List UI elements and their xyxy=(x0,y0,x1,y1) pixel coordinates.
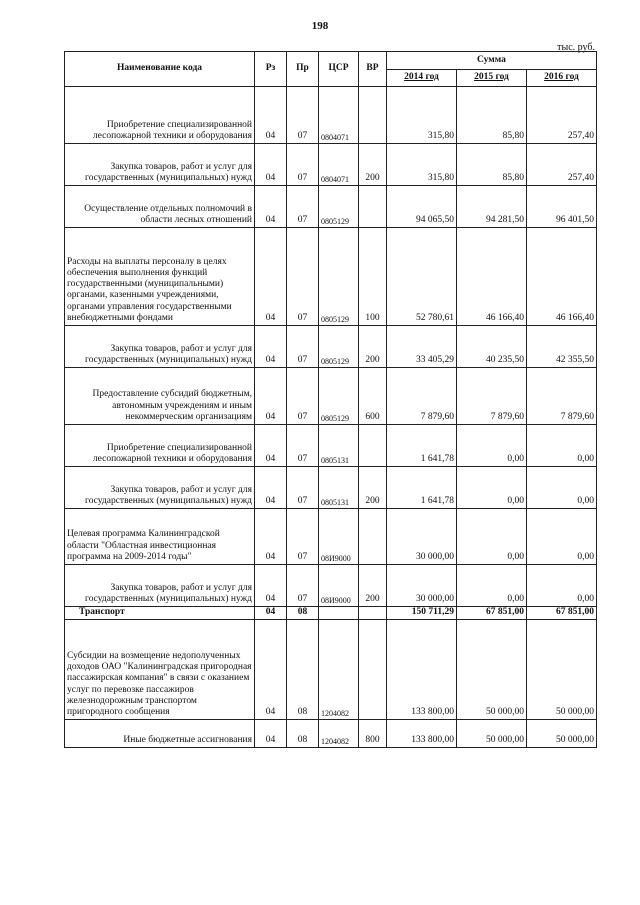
row-value-2016: 42 355,50 xyxy=(527,326,597,368)
row-rz: 04 xyxy=(255,87,287,144)
row-value-2016: 50 000,00 xyxy=(527,620,597,720)
row-value-2016: 50 000,00 xyxy=(527,720,597,748)
row-csr: 0805129 xyxy=(319,186,359,228)
row-pr: 07 xyxy=(287,565,319,607)
row-vr: 200 xyxy=(359,467,387,509)
row-name: Осуществление отдельных полномочий в области лесных отношений xyxy=(65,186,255,228)
table-row xyxy=(65,326,597,368)
row-rz: 04 xyxy=(255,228,287,326)
row-pr: 07 xyxy=(287,228,319,326)
row-name: Расходы на выплаты персоналу в целях обеспечения выполнения функций государственными (муниципальными) органами, казенными учреждениями, органами управления государственными внебюджетными фондами xyxy=(65,228,255,326)
row-vr: 100 xyxy=(359,228,387,326)
table-row xyxy=(65,228,597,326)
row-csr: 08И9000 xyxy=(319,509,359,565)
table-row xyxy=(65,565,597,607)
header-year-2015: 2015 год xyxy=(457,69,527,87)
table-row xyxy=(65,144,597,186)
table-row xyxy=(65,467,597,509)
row-csr: 0804071 xyxy=(319,144,359,186)
header-vr: ВР xyxy=(359,52,387,87)
budget-table xyxy=(64,51,597,748)
table-row xyxy=(65,87,597,144)
row-value-2015: 85,80 xyxy=(457,87,527,144)
table-row xyxy=(65,425,597,467)
row-name: Приобретение специализированной лесопожарной техники и оборудования xyxy=(65,87,255,144)
row-value-2016: 0,00 xyxy=(527,425,597,467)
row-name: Транспорт xyxy=(65,607,255,620)
row-pr: 07 xyxy=(287,326,319,368)
row-value-2014: 1 641,78 xyxy=(387,467,457,509)
row-value-2015: 0,00 xyxy=(457,467,527,509)
row-value-2016: 0,00 xyxy=(527,509,597,565)
row-value-2014: 133 800,00 xyxy=(387,720,457,748)
row-rz: 04 xyxy=(255,368,287,425)
row-vr xyxy=(359,509,387,565)
row-pr: 07 xyxy=(287,368,319,425)
table-row xyxy=(65,368,597,425)
row-rz: 04 xyxy=(255,607,287,620)
row-value-2015: 67 851,00 xyxy=(457,607,527,620)
row-csr: 0805131 xyxy=(319,467,359,509)
row-vr: 200 xyxy=(359,144,387,186)
row-value-2014: 1 641,78 xyxy=(387,425,457,467)
row-name: Закупка товаров, работ и услуг для государственных (муниципальных) нужд xyxy=(65,326,255,368)
row-vr xyxy=(359,87,387,144)
table-row xyxy=(65,509,597,565)
header-year-2016: 2016 год xyxy=(527,69,597,87)
row-value-2015: 40 235,50 xyxy=(457,326,527,368)
row-value-2015: 85,80 xyxy=(457,144,527,186)
row-name: Закупка товаров, работ и услуг для государственных (муниципальных) нужд xyxy=(65,565,255,607)
row-vr xyxy=(359,607,387,620)
table-row xyxy=(65,186,597,228)
header-year-2014: 2014 год xyxy=(387,69,457,87)
row-value-2016: 67 851,00 xyxy=(527,607,597,620)
row-rz: 04 xyxy=(255,144,287,186)
row-name: Приобретение специализированной лесопожарной техники и оборудования xyxy=(65,425,255,467)
row-value-2015: 7 879,60 xyxy=(457,368,527,425)
row-value-2015: 0,00 xyxy=(457,565,527,607)
row-value-2014: 315,80 xyxy=(387,144,457,186)
row-vr xyxy=(359,425,387,467)
page-number: 198 xyxy=(311,20,329,32)
row-csr xyxy=(319,607,359,620)
row-pr: 08 xyxy=(287,620,319,720)
row-value-2014: 315,80 xyxy=(387,87,457,144)
row-pr: 07 xyxy=(287,186,319,228)
row-name: Субсидии на возмещение недополученных доходов ОАО "Калининградская пригородная пассажирская компания" в связи с оказанием услуг по перевозке пассажиров железнодорожным транспортом пригородного сообщения xyxy=(65,620,255,720)
row-csr: 0805129 xyxy=(319,326,359,368)
header-sum: Сумма xyxy=(387,52,597,70)
row-csr: 0805131 xyxy=(319,425,359,467)
row-pr: 08 xyxy=(287,607,319,620)
row-rz: 04 xyxy=(255,720,287,748)
row-vr: 800 xyxy=(359,720,387,748)
row-value-2015: 50 000,00 xyxy=(457,720,527,748)
row-pr: 08 xyxy=(287,720,319,748)
table-row xyxy=(65,620,597,720)
row-csr: 0805129 xyxy=(319,368,359,425)
row-vr: 600 xyxy=(359,368,387,425)
row-name: Иные бюджетные ассигнования xyxy=(65,720,255,748)
row-name: Целевая программа Калининградской области "Областная инвестиционная программа на 2009-2014 годы" xyxy=(65,509,255,565)
row-pr: 07 xyxy=(287,467,319,509)
row-vr xyxy=(359,620,387,720)
row-value-2015: 0,00 xyxy=(457,425,527,467)
row-value-2016: 7 879,60 xyxy=(527,368,597,425)
row-name: Закупка товаров, работ и услуг для государственных (муниципальных) нужд xyxy=(65,144,255,186)
row-value-2016: 96 401,50 xyxy=(527,186,597,228)
row-value-2014: 30 000,00 xyxy=(387,565,457,607)
row-rz: 04 xyxy=(255,565,287,607)
row-value-2016: 0,00 xyxy=(527,565,597,607)
row-rz: 04 xyxy=(255,425,287,467)
row-rz: 04 xyxy=(255,467,287,509)
header-name: Наименование кода xyxy=(65,52,255,87)
row-name: Предоставление субсидий бюджетным, автономным учреждениям и иным некоммерческим организациям xyxy=(65,368,255,425)
row-value-2015: 94 281,50 xyxy=(457,186,527,228)
row-value-2015: 0,00 xyxy=(457,509,527,565)
row-value-2016: 0,00 xyxy=(527,467,597,509)
row-rz: 04 xyxy=(255,620,287,720)
row-rz: 04 xyxy=(255,186,287,228)
row-rz: 04 xyxy=(255,326,287,368)
row-value-2014: 33 405,29 xyxy=(387,326,457,368)
row-csr: 08И9000 xyxy=(319,565,359,607)
units-label: тыс. руб. xyxy=(557,42,595,53)
row-value-2014: 30 000,00 xyxy=(387,509,457,565)
header-csr: ЦСР xyxy=(319,52,359,87)
row-value-2014: 133 800,00 xyxy=(387,620,457,720)
row-pr: 07 xyxy=(287,87,319,144)
row-vr: 200 xyxy=(359,565,387,607)
row-csr: 0804071 xyxy=(319,87,359,144)
row-value-2016: 257,40 xyxy=(527,87,597,144)
table-row xyxy=(65,720,597,748)
row-value-2015: 50 000,00 xyxy=(457,620,527,720)
row-value-2014: 7 879,60 xyxy=(387,368,457,425)
row-csr: 1204082 xyxy=(319,720,359,748)
row-pr: 07 xyxy=(287,425,319,467)
row-csr: 0805129 xyxy=(319,228,359,326)
row-pr: 07 xyxy=(287,509,319,565)
header-rz: Рз xyxy=(255,52,287,87)
header-pr: Пр xyxy=(287,52,319,87)
row-csr: 1204082 xyxy=(319,620,359,720)
row-vr xyxy=(359,186,387,228)
row-value-2016: 46 166,40 xyxy=(527,228,597,326)
row-value-2014: 150 711,29 xyxy=(387,607,457,620)
row-value-2015: 46 166,40 xyxy=(457,228,527,326)
row-value-2014: 94 065,50 xyxy=(387,186,457,228)
row-name: Закупка товаров, работ и услуг для государственных (муниципальных) нужд xyxy=(65,467,255,509)
row-vr: 200 xyxy=(359,326,387,368)
row-value-2014: 52 780,61 xyxy=(387,228,457,326)
table-row-section xyxy=(65,607,597,620)
row-pr: 07 xyxy=(287,144,319,186)
row-value-2016: 257,40 xyxy=(527,144,597,186)
row-rz: 04 xyxy=(255,509,287,565)
